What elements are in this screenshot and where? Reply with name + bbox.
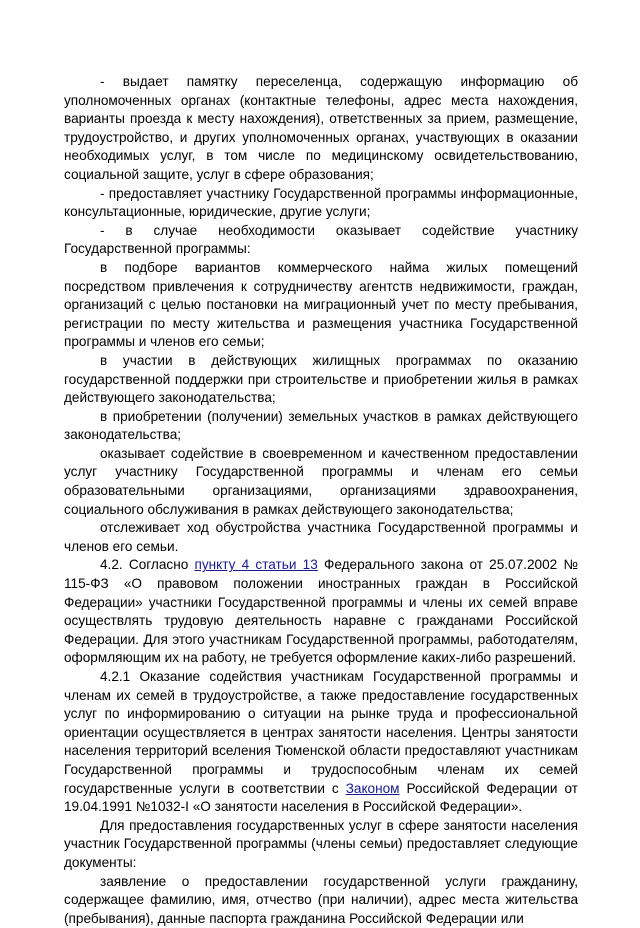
paragraph-4-2-1	[64, 668, 578, 817]
paragraph-tracking: отслеживает ход обустройства участника Государственной программы и членов его семьи.	[64, 520, 578, 554]
paragraph-memo: - выдает памятку переселенца, содержащую информацию об уполномоченных органах (контактные телефоны, адрес места нахождения, варианты проезда к месту нахождения), ответственных за прием, размещение, трудоустройство, и других уполномоченных органах, участвующих в оказании необходимых услуг, в том числе по медицинскому освидетельствованию, социальной защите, услуг в сфере образования;	[64, 74, 578, 182]
paragraph-assistance: - в случае необходимости оказывает содействие участнику Государственной программы:	[64, 222, 578, 257]
paragraph-documents: Для предоставления государственных услуг в сфере занятости населения участник Государственной программы (члены семьи) предоставляет следующие документы:	[64, 817, 578, 870]
paragraph-4-2-end: Федерального закона от 25.07.2002 № 115-ФЗ «О правовом положении иностранных граждан в Российской Федерации» участники Государственной программы и члены их семей вправе осуществлять трудовую деятельность наравне с гражданами Российской Федерации. Для этого участникам Государственной программы, работодателям, оформляющим их на работу, не требуется оформление каких-либо разрешений.	[64, 557, 578, 666]
paragraph-housing-programs: в участии в действующих жилищных программах по оказанию государственной поддержки при строительстве и приобретении жилья в рамках действующего законодательства;	[64, 352, 578, 406]
paragraph-land-plots: в приобретении (получении) земельных участков в рамках действующего законодательства;	[64, 408, 578, 443]
paragraph-4-2	[64, 556, 578, 668]
law-link[interactable]: Законом	[345, 780, 400, 796]
paragraph-4-2-1-start: 4.2.1 Оказание содействия участникам Государственной программы и членам их семей в трудоустройстве, а также предоставление государственных услуг по информированию о ситуации на рынке труда и профессиональной ориентации осуществляется в центрах занятости населения. Центры занятости населения территорий вселения Тюменской области предоставляют участникам Государственной программы и трудоспособным членам их семей государственные услуги в соответствии с	[64, 669, 578, 796]
paragraph-services-provision: оказывает содействие в своевременном и качественном предоставлении услуг участнику Государственной программы и членам его семьи образовательными организациями, организациями здравоохранения, социального обслуживания в рамках действующего законодательства;	[64, 445, 578, 517]
paragraph-4-2-start: 4.2. Согласно	[100, 557, 195, 573]
law-article-link[interactable]: пункту 4 статьи 13	[194, 557, 318, 573]
paragraph-services: - предоставляет участнику Государственной программы информационные, консультационные, юридические, другие услуги;	[64, 185, 578, 220]
paragraph-application: заявление о предоставлении государственной услуги гражданину, содержащее фамилию, имя, отчество (при наличии), адрес места жительства (пребывания), данные паспорта гражданина Российской Федерации или	[64, 873, 578, 926]
document-body	[64, 73, 578, 928]
paragraph-rental-housing: в подборе вариантов коммерческого найма жилых помещений посредством привлечения к сотрудничеству агентств недвижимости, граждан, организаций с целью постановки на миграционный учет по месту пребывания, регистрации по месту жительства и размещения участника Государственной программы и членов его семьи;	[64, 259, 578, 350]
paragraph-4-2-1-end: Российской Федерации от 19.04.1991 №1032-I «О занятости населения в Российской Федерации».	[64, 780, 578, 815]
